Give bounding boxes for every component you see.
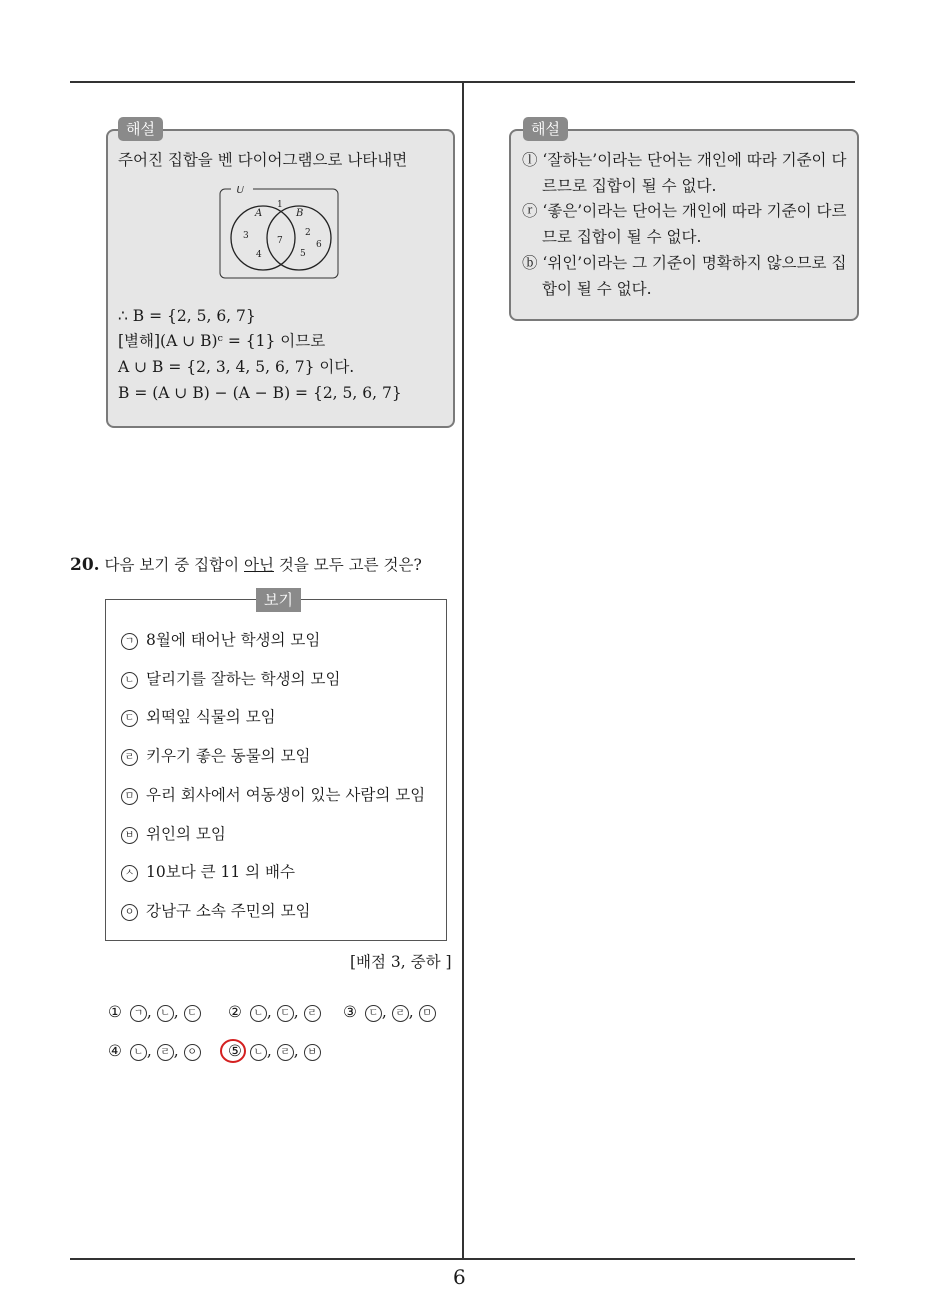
answer-choice-number: ① xyxy=(108,1003,122,1021)
solution-right-line: ⓑ ‘위인’이라는 그 기준이 명확하지 않으므로 집 xyxy=(522,254,847,272)
bogi-item xyxy=(121,785,425,805)
answer-choice-mark: ㄹ xyxy=(277,1044,294,1061)
bogi-item xyxy=(121,824,226,844)
venn-b-value: 6 xyxy=(316,240,322,250)
question-stem xyxy=(70,555,422,575)
bogi-item xyxy=(121,901,311,921)
footer-rule xyxy=(70,1258,855,1260)
bogi-box xyxy=(105,599,447,941)
answer-choice[interactable]: ① ㄱ , ㄴ , ㄷ xyxy=(108,1002,201,1022)
bogi-item-text: 달리기를 잘하는 학생의 모임 xyxy=(146,669,341,688)
bogi-item-mark: ㄱ xyxy=(121,633,138,650)
bogi-item-mark: ㄹ xyxy=(121,749,138,766)
answer-choice-mark: ㄱ xyxy=(130,1005,147,1022)
solution-right-line: 르므로 집합이 될 수 없다. xyxy=(542,177,717,195)
venn-label-a: A xyxy=(255,208,263,219)
question-text: 다음 보기 중 집합이 xyxy=(104,556,245,574)
column-divider xyxy=(462,82,464,1259)
bogi-item-text: 10보다 큰 11 의 배수 xyxy=(146,863,295,882)
venn-intersection-value: 7 xyxy=(277,236,283,246)
venn-outside-value: 1 xyxy=(277,200,283,210)
bogi-item-text: 위인의 모임 xyxy=(146,824,226,843)
answer-choice[interactable]: ⑤ ㄴ , ㄹ , ㅂ xyxy=(228,1041,321,1061)
answer-choice-number: ④ xyxy=(108,1042,122,1060)
solution-right-line: 합이 될 수 없다. xyxy=(542,280,652,298)
bogi-item xyxy=(121,630,320,650)
page-number: 6 xyxy=(453,1265,466,1289)
venn-b-value: 2 xyxy=(305,228,311,238)
answer-choice-number: ③ xyxy=(343,1003,357,1021)
answer-choice[interactable]: ② ㄴ , ㄷ , ㄹ xyxy=(228,1002,321,1022)
venn-a-value: 4 xyxy=(256,250,262,260)
venn-label-b: B xyxy=(296,208,304,219)
solution-right-line: ⓡ ‘좋은’이라는 단어는 개인에 따라 기준이 다르 xyxy=(522,202,847,220)
answer-choice-mark: ㅁ xyxy=(419,1005,436,1022)
solution-line-1: ∴ B = {2, 5, 6, 7} xyxy=(118,307,256,325)
solution-line-4: B = (A ∪ B) − (A − B) = {2, 5, 6, 7} xyxy=(118,384,402,402)
solution-right-line: 므로 집합이 될 수 없다. xyxy=(542,228,702,246)
bogi-tag: 보기 xyxy=(256,588,301,612)
answer-choice-mark: ㄴ xyxy=(250,1005,267,1022)
bogi-item-mark: ㅂ xyxy=(121,827,138,844)
answer-choice-mark: ㄹ xyxy=(392,1005,409,1022)
bogi-item-text: 8월에 태어난 학생의 모임 xyxy=(146,631,321,649)
answer-choice-mark: ㄴ xyxy=(157,1005,174,1022)
venn-circle-a xyxy=(231,206,295,270)
bogi-item-text: 외떡잎 식물의 모임 xyxy=(146,708,276,727)
answer-choice-mark: ㅇ xyxy=(184,1044,201,1061)
solution-line-2: [별해](A ∪ B)ᶜ = {1} 이므로 xyxy=(118,332,326,350)
answer-choice-mark: ㄷ xyxy=(184,1005,201,1022)
answer-choice[interactable]: ③ ㄷ , ㄹ , ㅁ xyxy=(343,1002,436,1022)
answer-choice-mark: ㅂ xyxy=(304,1044,321,1061)
bogi-item xyxy=(121,707,276,727)
solution-tag-right: 해설 xyxy=(523,117,568,141)
answer-choice-mark: ㄷ xyxy=(365,1005,382,1022)
answer-choice-number: ② xyxy=(228,1003,242,1021)
venn-diagram xyxy=(219,186,341,281)
question-text-emphasis: 아닌 xyxy=(244,556,274,574)
bogi-item-text: 키우기 좋은 동물의 모임 xyxy=(146,747,311,766)
bogi-item xyxy=(121,669,340,689)
solution-line-3: A ∪ B = {2, 3, 4, 5, 6, 7} 이다. xyxy=(118,358,355,376)
answer-choice-mark: ㄹ xyxy=(304,1005,321,1022)
answer-choice-number: ⑤ xyxy=(228,1042,242,1060)
question-number: 20. xyxy=(70,555,100,575)
answer-choice-mark: ㄷ xyxy=(277,1005,294,1022)
score-label: [배점 3, 중하 ] xyxy=(350,953,452,971)
bogi-item-mark: ㄴ xyxy=(121,672,138,689)
solution-tag-left: 해설 xyxy=(118,117,163,141)
bogi-item-text: 강남구 소속 주민의 모임 xyxy=(146,901,311,920)
venn-b-value: 5 xyxy=(300,249,306,259)
bogi-item-mark: ㅁ xyxy=(121,788,138,805)
answer-choice-mark: ㄴ xyxy=(130,1044,147,1061)
answer-choice[interactable]: ④ ㄴ , ㄹ , ㅇ xyxy=(108,1041,201,1061)
solution-intro: 주어진 집합을 벤 다이어그램으로 나타내면 xyxy=(118,151,408,169)
answer-choice-mark: ㄴ xyxy=(250,1044,267,1061)
solution-right-line: ⓛ ‘잘하는’이라는 단어는 개인에 따라 기준이 다 xyxy=(522,151,847,169)
bogi-item-text: 우리 회사에서 여동생이 있는 사람의 모임 xyxy=(146,785,426,804)
answer-choice-mark: ㄹ xyxy=(157,1044,174,1061)
venn-universe-label: U xyxy=(236,186,245,196)
bogi-item xyxy=(121,746,311,766)
bogi-item-mark: ㄷ xyxy=(121,710,138,727)
selected-answer-mark xyxy=(218,1036,248,1066)
question-text: 것을 모두 고른 것은? xyxy=(273,556,422,574)
bogi-item-mark: ㅅ xyxy=(121,865,138,882)
bogi-item-mark: ㅇ xyxy=(121,904,138,921)
venn-a-value: 3 xyxy=(243,231,249,241)
bogi-item xyxy=(121,862,295,882)
